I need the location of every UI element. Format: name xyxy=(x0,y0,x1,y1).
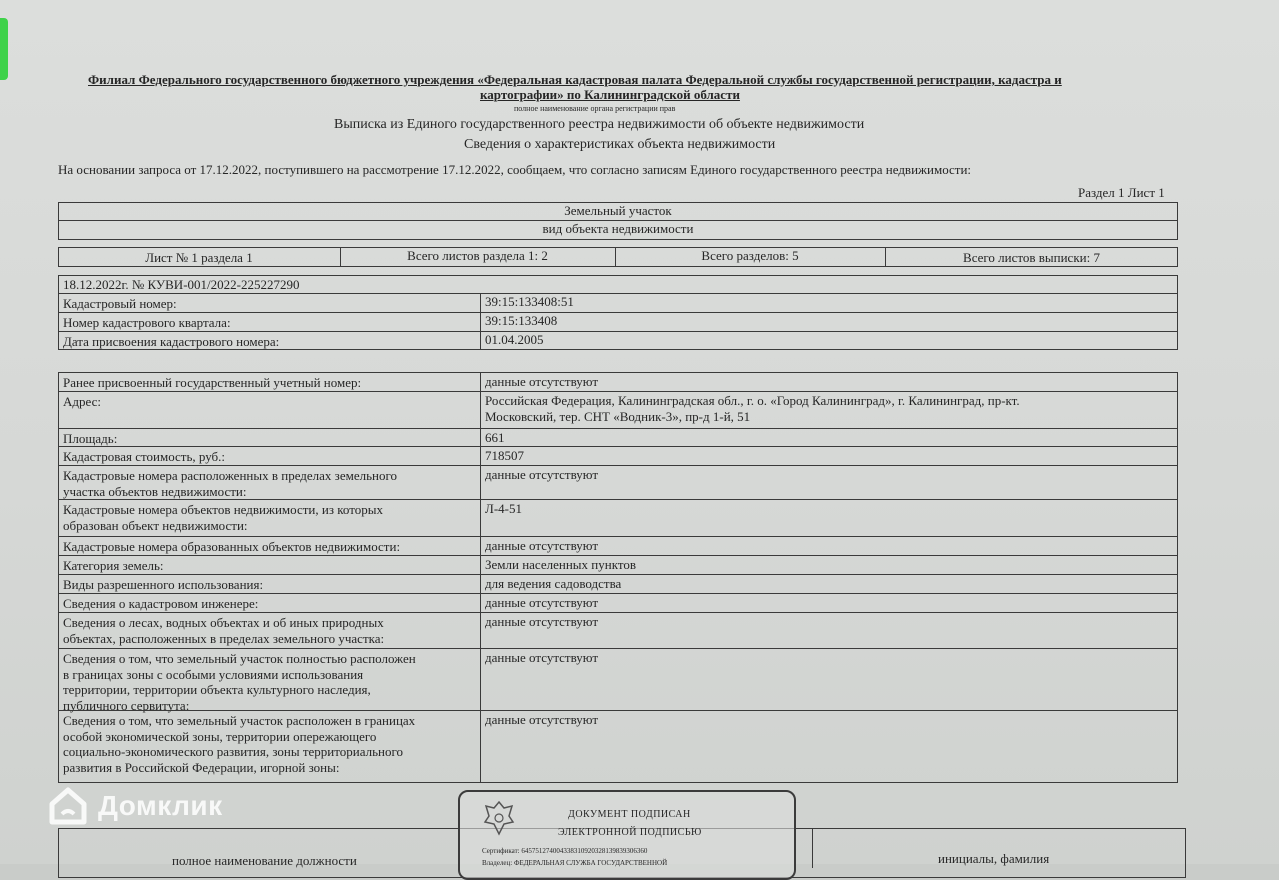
green-tab xyxy=(0,18,8,80)
table-2-value: Российская Федерация, Калининградская обл., г. о. «Город Калининград», г. Калининград, пр-кт. xyxy=(485,393,1020,408)
divider xyxy=(58,312,1178,313)
table-2-label: в границах зоны с особыми условиями использования xyxy=(63,666,364,682)
table-2-label: Сведения о том, что земельный участок полностью расположен xyxy=(63,651,416,666)
object-type-note: вид объекта недвижимости xyxy=(542,221,694,236)
divider xyxy=(480,372,481,783)
row-divider xyxy=(58,612,1178,613)
stamp-owner: Владелец: ФЕДЕРАЛЬНАЯ СЛУЖБА ГОСУДАРСТВЕННОЙ xyxy=(482,859,668,867)
stamp-line-2: ЭЛЕКТРОННОЙ ПОДПИСЬЮ xyxy=(558,827,702,838)
row-divider xyxy=(58,391,1178,392)
table-2-value: 718507 xyxy=(485,448,524,463)
doc-subtitle: Сведения о характеристиках объекта недвижимости xyxy=(464,137,776,152)
domclick-watermark xyxy=(46,784,223,828)
table-1-label: Дата присвоения кадастрового номера: xyxy=(63,334,280,349)
coat-of-arms-icon xyxy=(482,798,516,838)
table-2-label: Адрес: xyxy=(63,394,101,409)
doc-title: Выписка из Единого государственного реестра недвижимости об объекте недвижимости xyxy=(334,117,865,132)
sheets-total: Всего листов выписки: 7 xyxy=(963,250,1100,265)
divider xyxy=(58,331,1178,332)
table-2-label: Кадастровые номера образованных объектов недвижимости: xyxy=(63,539,401,554)
table-2-value: данные отсутствуют xyxy=(485,595,599,610)
stamp-line-1: ДОКУМЕНТ ПОДПИСАН xyxy=(568,809,691,820)
table-2-label: Ранее присвоенный государственный учетный номер: xyxy=(63,375,362,390)
sheet-number: Лист № 1 раздела 1 xyxy=(145,250,253,265)
table-2-value: данные отсутствуют xyxy=(485,712,599,727)
table-2-value: 661 xyxy=(485,430,505,445)
table-2-label: Кадастровая стоимость, руб.: xyxy=(63,449,226,464)
doc-reference: 18.12.2022г. № КУВИ-001/2022-225227290 xyxy=(63,277,300,292)
divider xyxy=(480,293,481,350)
table-2-value: для ведения садоводства xyxy=(485,576,622,591)
table-2-value: данные отсутствуют xyxy=(485,614,599,629)
table-1-value: 39:15:133408:51 xyxy=(485,294,574,309)
table-1-label: Кадастровый номер: xyxy=(63,296,177,311)
table-2-value: Московский, тер. СНТ «Водник-3», пр-д 1-й, 51 xyxy=(485,408,751,424)
table-2-label: участка объектов недвижимости: xyxy=(63,483,247,499)
table-2-label: объектах, расположенных в пределах земельного участка: xyxy=(63,630,385,646)
row-divider xyxy=(58,648,1178,649)
row-divider xyxy=(58,574,1178,575)
table-2-value: данные отсутствуют xyxy=(485,374,599,389)
table-2-value: данные отсутствуют xyxy=(485,650,599,665)
row-divider xyxy=(58,499,1178,500)
watermark-text: Домклик xyxy=(98,790,223,821)
table-2-label: территории, территории объекта культурного наследия, xyxy=(63,682,371,697)
table-2-value: Л-4-51 xyxy=(485,501,522,516)
row-divider xyxy=(58,465,1178,466)
table-1-value: 39:15:133408 xyxy=(485,313,558,328)
table-2-label: Сведения о том, что земельный участок расположен в границах xyxy=(63,713,416,728)
table-2-value: Земли населенных пунктов xyxy=(485,557,636,572)
table-2-label: Категория земель: xyxy=(63,558,164,573)
table-2-label: Сведения о лесах, водных объектах и об иных природных xyxy=(63,615,384,630)
table-2-value: данные отсутствуют xyxy=(485,467,599,482)
header-note: полное наименование органа регистрации прав xyxy=(514,104,676,113)
section-sheet: Раздел 1 Лист 1 xyxy=(1078,185,1165,200)
row-divider xyxy=(58,428,1178,429)
sections-total: Всего разделов: 5 xyxy=(701,248,799,263)
table-2-label: развития в Российской Федерации, игорной зоны: xyxy=(63,759,340,775)
signature-stamp xyxy=(458,790,796,880)
table-1-value: 01.04.2005 xyxy=(485,332,544,347)
header-line-1: Филиал Федерального государственного бюджетного учреждения «Федеральная кадастровая палата Федеральной службы государственной регистрации, кадастра и xyxy=(88,72,1062,87)
row-divider xyxy=(58,446,1178,447)
table-2-label: Виды разрешенного использования: xyxy=(63,577,264,592)
table-2-label: публичного сервитута: xyxy=(63,697,190,713)
divider xyxy=(58,293,1178,294)
table-2-label: Кадастровые номера объектов недвижимости, из которых xyxy=(63,502,383,517)
table-2-label: образован объект недвижимости: xyxy=(63,517,248,533)
row-divider xyxy=(58,593,1178,594)
row-divider xyxy=(58,555,1178,556)
table-2-label: особой экономической зоны, территории опережающего xyxy=(63,728,377,744)
sheets-section-total: Всего листов раздела 1: 2 xyxy=(407,248,548,263)
row-divider xyxy=(58,536,1178,537)
table-2-label: Площадь: xyxy=(63,431,118,446)
footer-name: инициалы, фамилия xyxy=(938,851,1050,866)
intro-text: На основании запроса от 17.12.2022, поступившего на рассмотрение 17.12.2022, сообщаем, что согласно записям Единого государственного реестра недвижимости: xyxy=(58,162,972,177)
divider xyxy=(812,828,813,868)
object-type: Земельный участок xyxy=(564,203,672,218)
table-2-label: Сведения о кадастровом инженере: xyxy=(63,596,259,611)
table-2-value: данные отсутствуют xyxy=(485,538,599,553)
header-line-2: картографии» по Калининградской области xyxy=(480,87,740,102)
table-1-label: Номер кадастрового квартала: xyxy=(63,315,231,330)
table-2-label: социально-экономического развития, зоны территориального xyxy=(63,744,403,759)
row-divider xyxy=(58,710,1178,711)
stamp-cert: Сертификат: 645751274004338310920328139839306360 xyxy=(482,847,648,855)
footer-position: полное наименование должности xyxy=(172,853,357,868)
table-2-label: Кадастровые номера расположенных в пределах земельного xyxy=(63,468,397,483)
house-logo-icon xyxy=(46,784,90,828)
